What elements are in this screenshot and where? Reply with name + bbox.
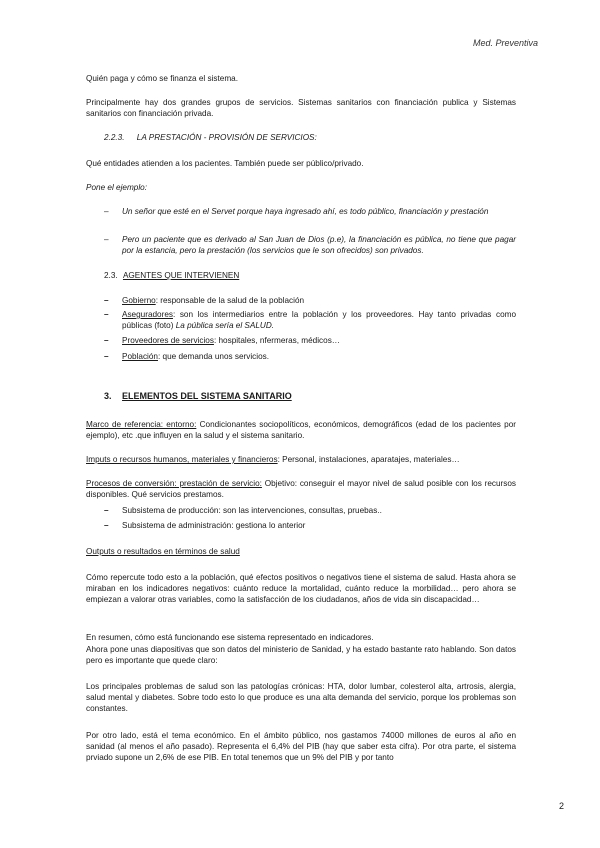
list-item-text: Subsistema de producción: son las intervenciones, consultas, pruebas.. [122,506,382,515]
section-number: 2.3. [104,271,118,280]
running-header: Med. Preventiva [472,38,538,48]
paragraph-resumen-1: En resumen, cómo está funcionando ese sistema representado en indicadores. [86,633,374,642]
term-procesos: Procesos de conversión: prestación de servicio: [86,479,262,488]
bullet-dash-icon: – [104,336,109,345]
agent-desc: : son los intermediarios entre la población y los proveedores. Hay tanto privadas como públicas (foto) [122,310,516,331]
list-item-text [122,351,516,362]
section-heading-2-3 [104,270,524,281]
list-item [104,309,516,333]
paragraph-economico: Por otro lado, está el tema económico. En el ámbito público, nos gastamos 74000 millones de euros al año en sanidad (al menos el año pasado). Representa el 6,4% del PIB (hay que saber esta cifra). Por otra parte, el sistema prviado supone un 2,6% de ese PIB. En total tenemos que un 9% del PIB y por tanto [86,731,516,763]
list-item-text [122,335,516,346]
paragraph-marco [86,419,516,441]
section-title: LA PRESTACIÓN - PROVISIÓN DE SERVICIOS: [136,133,317,142]
section-title: AGENTES QUE INTERVIENEN [122,271,240,280]
section-number: 2.2.3. [104,133,125,142]
page-number: 2 [558,801,564,811]
desc-procesos: Objetivo: conseguir el mayor nivel de salud posible con los recursos disponibles. Qué servicios prestamos. [86,479,517,500]
outputs-heading: Outputs o resultados en términos de salud [86,547,240,556]
bullet-dash-icon: – [104,506,109,515]
section-heading-2-2-3 [104,132,524,143]
bullet-dash-icon: – [104,310,109,319]
list-item-text [122,295,516,306]
list-item-text [122,309,516,331]
list-item [104,505,516,517]
agent-desc: : que demanda unos servicios. [157,352,270,361]
list-item [104,234,516,258]
bullet-dash-icon: – [104,296,109,305]
list-item [104,351,516,363]
paragraph-repercute: Cómo repercute todo esto a la población, qué efectos positivos o negativos tiene el sistema de salud. Hasta ahora se miraban en los indicadores negativos: cuánto reduce la mortalidad, cuánto reduce la morbilidad… pero ahora se empiezan a valorar otras variables, como la satisfacción de los ciudadanos, años de vida sin discapacidad… [86,573,516,605]
agent-term: Población [122,352,158,361]
paragraph-entidades: Qué entidades atienden a los pacientes. También puede ser público/privado. [86,159,364,168]
list-item [104,520,516,532]
agent-term: Aseguradores [122,310,173,319]
agent-note: La pública sería el SALUD. [175,321,275,331]
list-item [104,206,516,230]
agent-term: Gobierno [122,296,156,305]
list-item-text: Un señor que esté en el Servet porque haya ingresado ahí, es todo público, financiación y prestación [122,207,489,216]
desc-marco: Condicionantes sociopolíticos, económicos, demográficos (edad de los pacientes por ejemplo), etc .que influyen en la salud y el sistema sanitario. [86,420,516,441]
bullet-dash-icon: – [104,235,109,244]
paragraph-procesos [86,478,516,500]
paragraph-grupos-servicios: Principalmente hay dos grandes grupos de servicios. Sistemas sanitarios con financiación publica y Sistemas sanitarios con financiación privada. [86,98,516,119]
list-item-text: Subsistema de administración: gestiona lo anterior [122,521,306,530]
section-number: 3. [104,391,112,401]
section-heading-3 [104,391,524,402]
paragraph-imputs [86,454,516,465]
bullet-dash-icon: – [104,521,109,530]
paragraph-resumen-2: Ahora pone unas diapositivas que son datos del ministerio de Sanidad, y ha estado bastante rato hablando. Son datos pero es importante que quede claro: [86,645,516,666]
list-item [104,295,516,307]
agent-desc: : responsable de la salud de la población [155,296,305,305]
example-intro: Pone el ejemplo: [86,183,147,192]
bullet-dash-icon: – [104,207,109,216]
term-marco: Marco de referencia: entorno: [86,420,197,429]
paragraph-problemas: Los principales problemas de salud son las patologías crónicas: HTA, dolor lumbar, colesterol alta, artrosis, alergia, salud mental y diabetes. Sobre todo esto lo que produce es una alta demanda del servicio, porque los problemas son constantes. [86,682,516,714]
desc-imputs: : Personal, instalaciones, aparatajes, materiales… [277,455,460,464]
term-imputs: Imputs o recursos humanos, materiales y financieros [86,455,278,464]
list-item [104,335,516,347]
agent-term: Proveedores de servicios [122,336,214,345]
bullet-dash-icon: – [104,352,109,361]
agent-desc: : hospitales, nfermeras, médicos… [213,336,340,345]
list-item-text: Pero un paciente que es derivado al San Juan de Dios (p.e), la financiación es pública, no tiene que pagar por la estancia, pero la prestación (los servicios que le son ofrecidos) son privados. [122,235,516,256]
paragraph-quien-paga: Quién paga y cómo se finanza el sistema. [86,74,239,83]
section-title: ELEMENTOS DEL SISTEMA SANITARIO [122,391,292,401]
